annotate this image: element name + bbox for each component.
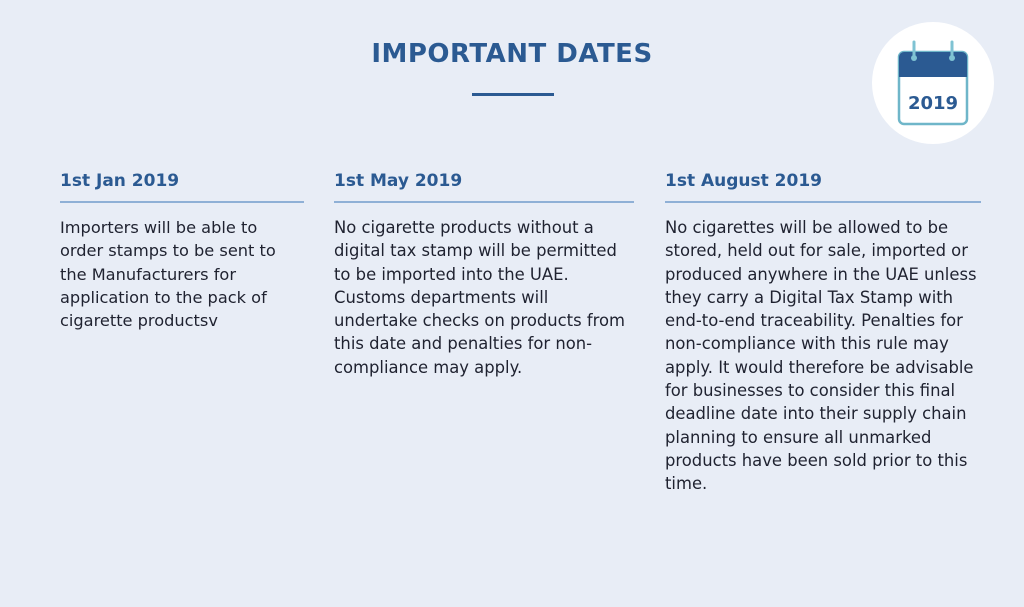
calendar-ring-right-dot bbox=[949, 55, 955, 61]
date-heading: 1st May 2019 bbox=[334, 171, 463, 191]
date-column-august bbox=[665, 168, 981, 496]
title-underline bbox=[472, 93, 554, 96]
date-divider bbox=[334, 201, 634, 203]
date-description: Importers will be able to order stamps to be sent to the Manufacturers for application to the pack of cigarette productsv bbox=[60, 218, 276, 331]
page-title: IMPORTANT DATES bbox=[371, 39, 653, 69]
calendar-ring-left-dot bbox=[911, 55, 917, 61]
date-divider bbox=[665, 201, 981, 203]
date-description: No cigarettes will be allowed to be stored, held out for sale, imported or produced anywhere in the UAE unless they carry a Digital Tax Stamp with end-to-end traceability. Penalties for non-compliance with this rule may apply. It would therefore be advisable for businesses to consider this final deadline date into their supply chain planning to ensure all unmarked products have been sold prior to this time. bbox=[665, 218, 977, 494]
date-heading: 1st Jan 2019 bbox=[60, 171, 180, 191]
date-divider bbox=[60, 201, 304, 203]
calendar-year: 2019 bbox=[907, 93, 959, 114]
calendar-badge bbox=[872, 22, 994, 144]
calendar-icon bbox=[872, 22, 994, 144]
date-heading: 1st August 2019 bbox=[665, 171, 823, 191]
date-column-jan bbox=[60, 168, 304, 332]
calendar-header bbox=[899, 52, 967, 77]
date-description: No cigarette products without a digital tax stamp will be permitted to be imported into the UAE. Customs departments will undertake checks on products from this date and penalties for non-compliance may apply. bbox=[334, 218, 625, 377]
date-column-may bbox=[334, 168, 634, 379]
